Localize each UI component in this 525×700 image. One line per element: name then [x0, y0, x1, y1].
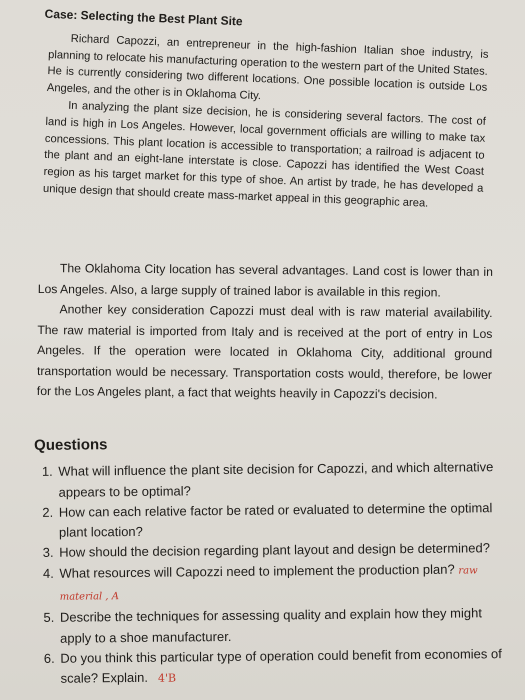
question-text: What will influence the plant site decision for Capozzi, and which alternative appears to be optimal?: [58, 459, 494, 500]
question-item: [58, 603, 516, 648]
handwritten-note: raw material , A: [59, 565, 478, 603]
case-paragraph-1: Richard Capozzi, an entrepreneur in the high-fashion Italian shoe industry, is planning to relocate his manufacturing operation to the western part of the United States. He is currently considering two different locations. One possible location is outside Los Angeles, and the other is in Oklahoma City.: [46, 32, 489, 103]
question-item: [58, 644, 516, 690]
question-text: Describe the techniques for assessing quality and explain how they might apply to a shoe manufacturer.: [59, 605, 482, 646]
questions-title: Questions: [34, 436, 108, 454]
case-paragraph-2: In analyzing the plant size decision, he is considering several factors. The cost of land is high in Los Angeles. However, local government officials are willing to make tax concessions. This plant location is accessible to transportation; a railroad is adjacent to the plant and an eight-lane interstate is close. Capozzi has identified the West Coast region as his target market for this type of shoe. An artist by trade, he has developed a unique design that should create mass-market appeal in this geographic area.: [42, 99, 487, 210]
handwritten-note: 4'B: [157, 671, 177, 685]
case-paragraph-3: The Oklahoma City location has several advantages. Land cost is lower than in Los Angeles. Also, a large supply of trained labor is available in this region.: [37, 261, 493, 300]
question-text: How should the decision regarding plant layout and design be determined?: [59, 540, 491, 561]
case-paragraph-4: Another key consideration Capozzi must deal with is raw material availability. The raw material is imported from Italy and is received at the port of entry in Los Angeles. If the operation were located in Oklahoma City, additional ground transportation would be necessary. Transportation costs would, therefore, be lower for the Los Angeles plant, a fact that weights heavily in Capozzi's decision.: [36, 302, 493, 402]
question-text: Do you think this particular type of operation could benefit from economies of scale? Explain.: [60, 646, 502, 687]
question-text: What resources will Capozzi need to implement the production plan?: [59, 561, 455, 581]
case-title: Case: Selecting the Best Plant Site: [44, 6, 243, 29]
questions-list: [34, 457, 516, 690]
question-item: [56, 457, 514, 502]
questions-section: [34, 431, 517, 691]
question-item: [57, 559, 515, 608]
case-top-block: [43, 6, 490, 215]
question-text: How can each relative factor be rated or evaluated to determine the optimal plant location?: [58, 500, 493, 540]
case-mid-block: [37, 258, 493, 405]
question-item: [57, 498, 515, 543]
